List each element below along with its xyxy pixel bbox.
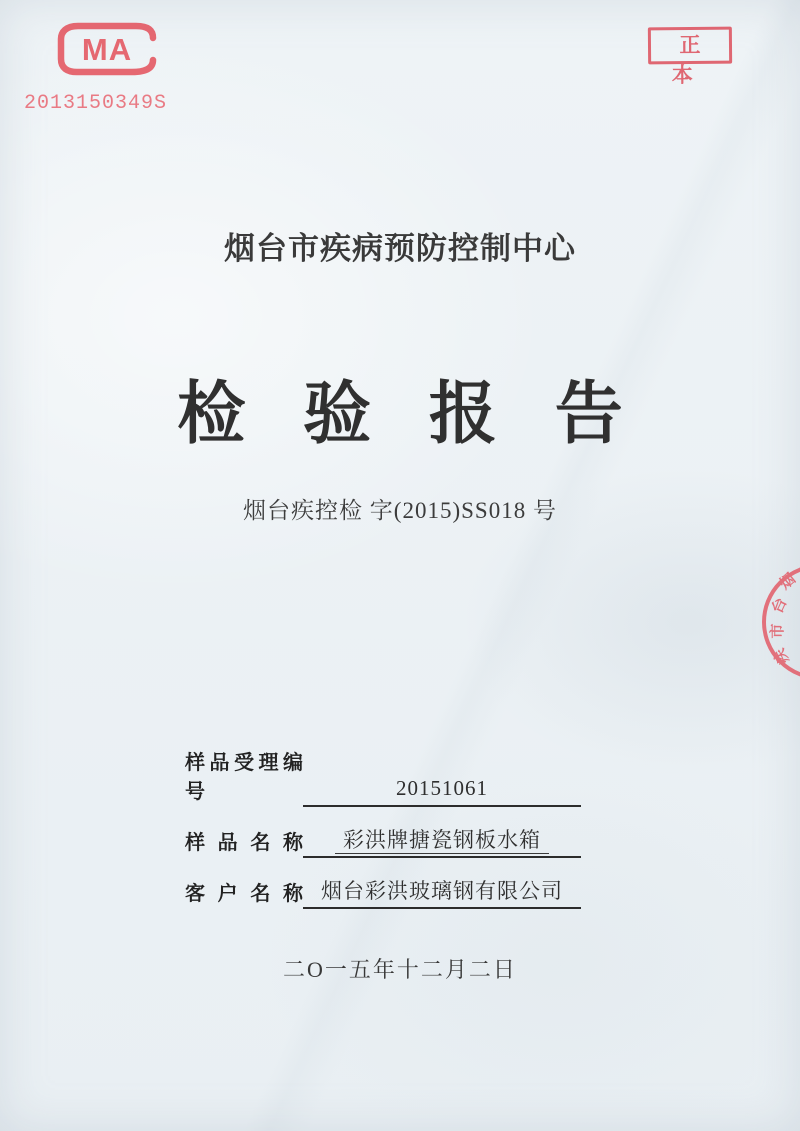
report-date: 二O一五年十二月二日 [283, 957, 517, 982]
cma-accreditation-stamp [56, 22, 162, 76]
organization-title: 烟台市疾病预防控制中心 [224, 231, 576, 266]
report-number: 烟台疾控检 字(2015)SS018 号 [243, 498, 557, 523]
seal-char: 台 [769, 595, 791, 617]
field-underline [303, 776, 581, 807]
field-label: 样品名称 [185, 832, 303, 854]
field-label: 客户名称 [185, 883, 303, 905]
field-value: 烟台彩洪玻璃钢有限公司 [321, 879, 563, 903]
field-value: 20151061 [396, 776, 488, 800]
cma-logo-icon [56, 22, 162, 76]
cma-letters: MA [81, 32, 133, 67]
field-label: 样品受理编号 [185, 752, 303, 803]
field-underline [303, 875, 581, 909]
round-official-seal-partial [762, 564, 800, 680]
seal-char: 疾 [771, 645, 793, 667]
form-row-sample-name [185, 824, 581, 858]
seal-char: 市 [770, 623, 786, 639]
certificate-number: 2013150349S [24, 92, 168, 115]
seal-char: 烟 [777, 571, 799, 593]
form-row-client-name [185, 875, 581, 909]
sample-info-form [185, 746, 581, 926]
report-title: 检验报告 [177, 376, 681, 452]
original-copy-stamp: 正本 [648, 27, 732, 65]
field-value: 彩洪牌搪瓷钢板水箱 [335, 828, 549, 854]
field-underline [303, 824, 581, 858]
form-row-sample-acceptance-no [185, 746, 581, 807]
